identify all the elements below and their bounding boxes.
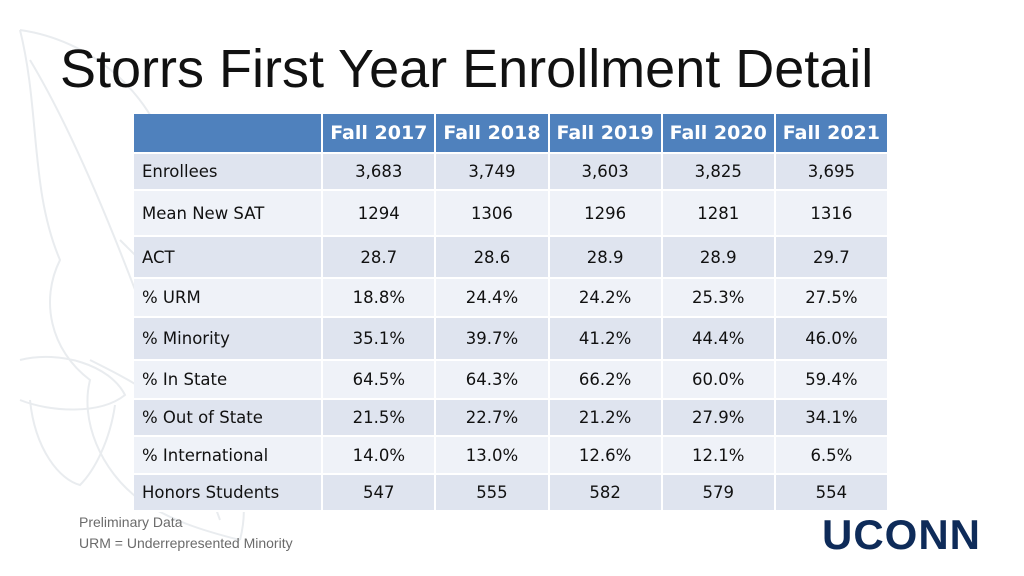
table-cell: 41.2% <box>549 317 662 360</box>
table-cell: 64.3% <box>435 360 548 399</box>
table-cell: 13.0% <box>435 436 548 474</box>
table-cell: 66.2% <box>549 360 662 399</box>
table-cell: 39.7% <box>435 317 548 360</box>
table-cell: 18.8% <box>322 278 435 317</box>
row-label: Mean New SAT <box>134 190 322 236</box>
row-label: % Out of State <box>134 399 322 436</box>
table-row <box>134 236 888 278</box>
table-cell: 28.9 <box>662 236 775 278</box>
table-cell: 1316 <box>775 190 888 236</box>
row-label: ACT <box>134 236 322 278</box>
table-cell: 3,603 <box>549 153 662 190</box>
table-row <box>134 474 888 511</box>
table-cell: 60.0% <box>662 360 775 399</box>
table-cell: 27.9% <box>662 399 775 436</box>
table-cell: 21.5% <box>322 399 435 436</box>
table-cell: 1306 <box>435 190 548 236</box>
table-cell: 3,825 <box>662 153 775 190</box>
row-label: % In State <box>134 360 322 399</box>
table-cell: 3,695 <box>775 153 888 190</box>
header-fall-2020: Fall 2020 <box>662 114 775 153</box>
header-fall-2019: Fall 2019 <box>549 114 662 153</box>
table-cell: 35.1% <box>322 317 435 360</box>
row-label: Enrollees <box>134 153 322 190</box>
table-header-row <box>134 114 888 153</box>
row-label: % URM <box>134 278 322 317</box>
table-cell: 1296 <box>549 190 662 236</box>
table-row <box>134 360 888 399</box>
table-cell: 28.7 <box>322 236 435 278</box>
table-row <box>134 436 888 474</box>
enrollment-table <box>134 114 889 512</box>
table-cell: 46.0% <box>775 317 888 360</box>
footnote-preliminary: Preliminary Data <box>79 514 183 530</box>
table-cell: 1281 <box>662 190 775 236</box>
table-row <box>134 317 888 360</box>
table-cell: 12.1% <box>662 436 775 474</box>
row-label: Honors Students <box>134 474 322 511</box>
table-cell: 22.7% <box>435 399 548 436</box>
table-cell: 554 <box>775 474 888 511</box>
table-cell: 582 <box>549 474 662 511</box>
table-cell: 59.4% <box>775 360 888 399</box>
table-row <box>134 190 888 236</box>
table-cell: 24.4% <box>435 278 548 317</box>
header-fall-2018: Fall 2018 <box>435 114 548 153</box>
header-fall-2017: Fall 2017 <box>322 114 435 153</box>
table-cell: 44.4% <box>662 317 775 360</box>
row-label: % Minority <box>134 317 322 360</box>
table-cell: 12.6% <box>549 436 662 474</box>
page-title: Storrs First Year Enrollment Detail <box>60 39 874 99</box>
table-cell: 28.9 <box>549 236 662 278</box>
table-cell: 27.5% <box>775 278 888 317</box>
table-cell: 21.2% <box>549 399 662 436</box>
table-cell: 579 <box>662 474 775 511</box>
table-cell: 3,683 <box>322 153 435 190</box>
table-cell: 29.7 <box>775 236 888 278</box>
table-row <box>134 153 888 190</box>
table-cell: 28.6 <box>435 236 548 278</box>
table-cell: 6.5% <box>775 436 888 474</box>
table-cell: 547 <box>322 474 435 511</box>
header-fall-2021: Fall 2021 <box>775 114 888 153</box>
table-cell: 25.3% <box>662 278 775 317</box>
table-cell: 64.5% <box>322 360 435 399</box>
table-cell: 14.0% <box>322 436 435 474</box>
table-cell: 555 <box>435 474 548 511</box>
table-cell: 3,749 <box>435 153 548 190</box>
row-label: % International <box>134 436 322 474</box>
acorn-watermark <box>20 357 125 485</box>
table-cell: 24.2% <box>549 278 662 317</box>
uconn-logo: UCONN <box>822 511 981 558</box>
table-row <box>134 399 888 436</box>
footnote-urm: URM = Underrepresented Minority <box>79 535 293 551</box>
table-row <box>134 278 888 317</box>
header-corner-cell <box>134 114 322 153</box>
table-cell: 34.1% <box>775 399 888 436</box>
table-cell: 1294 <box>322 190 435 236</box>
